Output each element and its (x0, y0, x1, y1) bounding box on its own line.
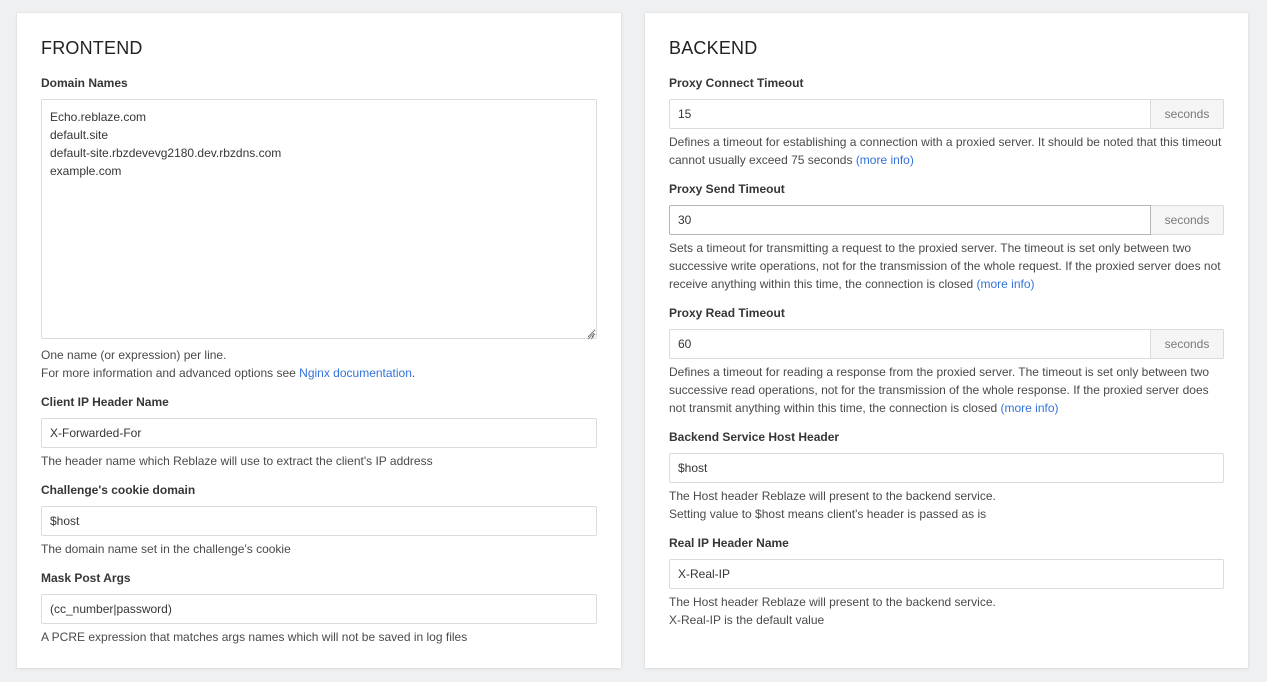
real-ip-header-help-line1: The Host header Reblaze will present to the backend service. (669, 595, 996, 609)
proxy-connect-timeout-help (669, 133, 1224, 169)
real-ip-header-field (669, 535, 1224, 629)
real-ip-header-help (669, 593, 1224, 629)
proxy-send-more-info-link[interactable]: (more info) (976, 277, 1035, 291)
client-ip-header-help: The header name which Reblaze will use to extract the client's IP address (41, 454, 433, 468)
proxy-send-timeout-help (669, 239, 1224, 293)
client-ip-header-input[interactable] (41, 418, 597, 448)
mask-post-args-input[interactable] (41, 594, 597, 624)
proxy-connect-timeout-field (669, 75, 1224, 169)
mask-post-args-help: A PCRE expression that matches args names which will not be saved in log files (41, 630, 468, 644)
challenge-cookie-domain-input[interactable] (41, 506, 597, 536)
backend-host-header-field (669, 429, 1224, 523)
proxy-read-timeout-input[interactable] (669, 329, 1151, 359)
proxy-send-timeout-unit: seconds (1151, 205, 1224, 235)
domain-names-help-line1: One name (or expression) per line. (41, 348, 227, 362)
proxy-connect-timeout-input[interactable] (669, 99, 1151, 129)
proxy-read-timeout-help-text: Defines a timeout for reading a response from the proxied server. The timeout is set only between two successive read operations, not for the transmission of the whole response. If the proxied server does not transmit anything within this time, the connection is closed (669, 365, 1210, 415)
domain-names-help-prefix: For more information and advanced options see (41, 366, 300, 380)
proxy-connect-timeout-label: Proxy Connect Timeout (669, 76, 804, 90)
domain-names-help (41, 346, 597, 382)
domain-names-field (41, 75, 597, 382)
proxy-connect-timeout-unit: seconds (1151, 99, 1224, 129)
backend-card (645, 13, 1248, 668)
challenge-cookie-domain-help: The domain name set in the challenge's cookie (41, 542, 291, 556)
real-ip-header-label: Real IP Header Name (669, 536, 789, 550)
proxy-connect-timeout-help-text: Defines a timeout for establishing a connection with a proxied server. It should be noted that this timeout cannot usually exceed 75 seconds (669, 135, 1222, 167)
client-ip-header-label: Client IP Header Name (41, 395, 169, 409)
real-ip-header-help-line2: X-Real-IP is the default value (669, 613, 825, 627)
mask-post-args-label: Mask Post Args (41, 571, 131, 585)
frontend-title: FRONTEND (41, 38, 143, 58)
nginx-documentation-link[interactable]: Nginx documentation (299, 366, 412, 380)
backend-host-header-label: Backend Service Host Header (669, 430, 840, 444)
backend-host-header-help-line1: The Host header Reblaze will present to the backend service. (669, 489, 996, 503)
backend-host-header-help-line2: Setting value to $host means client's header is passed as is (669, 507, 987, 521)
domain-names-label: Domain Names (41, 76, 128, 90)
resize-handle-icon[interactable] (587, 332, 595, 340)
proxy-send-timeout-field (669, 181, 1224, 293)
proxy-read-more-info-link[interactable]: (more info) (1000, 401, 1059, 415)
mask-post-args-field (41, 570, 597, 646)
backend-host-header-input[interactable] (669, 453, 1224, 483)
proxy-send-timeout-help-text: Sets a timeout for transmitting a request to the proxied server. The timeout is set only between two successive write operations, not for the transmission of the whole request. If the proxied server does not receive anything within this time, the connection is closed (669, 241, 1221, 291)
proxy-connect-more-info-link[interactable]: (more info) (855, 153, 914, 167)
domain-names-help-suffix: . (411, 366, 416, 380)
proxy-read-timeout-help (669, 363, 1224, 417)
challenge-cookie-domain-field (41, 482, 597, 558)
client-ip-header-field (41, 394, 597, 470)
backend-host-header-help (669, 487, 1224, 523)
proxy-read-timeout-field (669, 305, 1224, 417)
domain-names-textarea[interactable] (41, 99, 597, 339)
proxy-send-timeout-label: Proxy Send Timeout (669, 182, 785, 196)
proxy-read-timeout-label: Proxy Read Timeout (669, 306, 785, 320)
challenge-cookie-domain-label: Challenge's cookie domain (41, 483, 196, 497)
real-ip-header-input[interactable] (669, 559, 1224, 589)
proxy-read-timeout-unit: seconds (1151, 329, 1224, 359)
backend-title: BACKEND (669, 38, 758, 58)
proxy-send-timeout-input[interactable] (669, 205, 1151, 235)
frontend-card (17, 13, 621, 668)
